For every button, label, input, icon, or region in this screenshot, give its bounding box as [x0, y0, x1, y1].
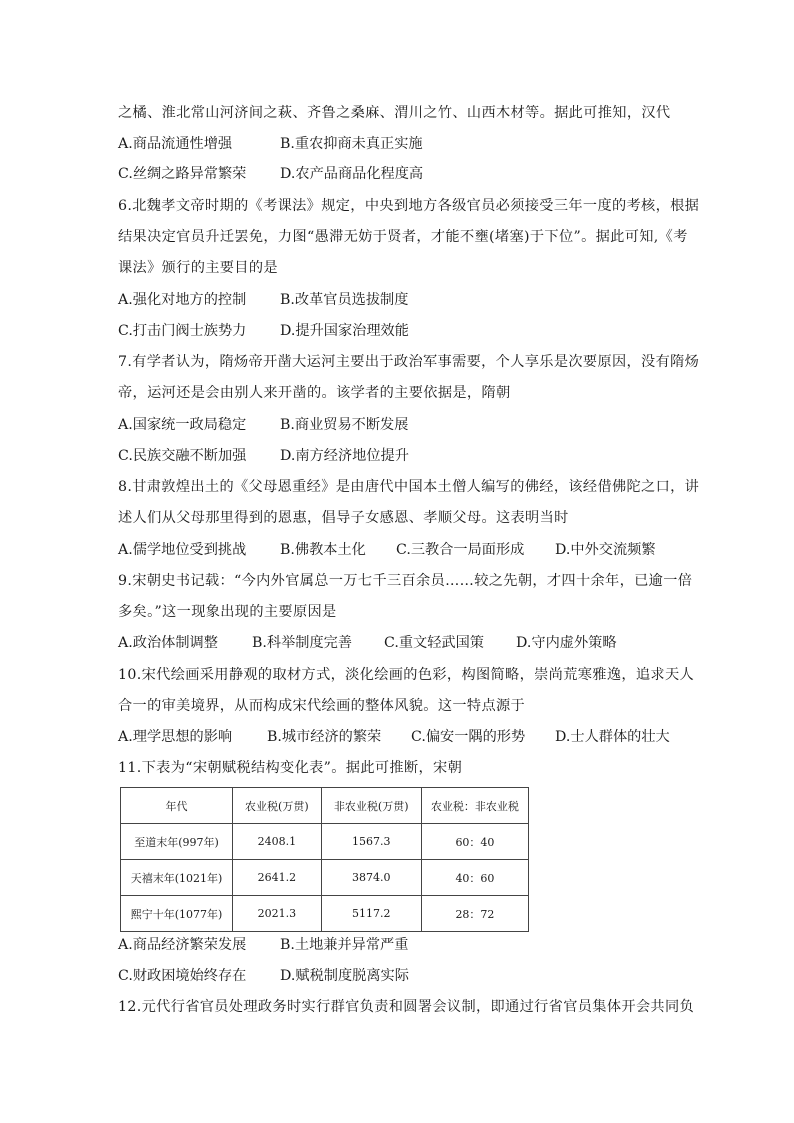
table-cell: 1567.3 [321, 824, 421, 860]
table-cell: 2021.3 [233, 896, 321, 932]
q6-option-d[interactable]: D.提升国家治理效能 [280, 323, 409, 339]
q6-stem-line3: 课法》颁行的主要目的是 [118, 260, 278, 276]
q6-option-c[interactable]: C.打击门阀士族势力 [118, 323, 247, 339]
q6-stem-line1: 6.北魏孝文帝时期的《考课法》规定，中央到地方各级官员必须接受三年一度的考核，根据 [118, 198, 700, 214]
q10-stem-line1: 10.宋代绘画采用静观的取材方式，淡化绘画的色彩，构图简略，崇尚荒寒雅逸，追求天人 [118, 667, 695, 683]
intro-line: 之橘、淮北常山河济间之萩、齐鲁之桑麻、渭川之竹、山西木材等。据此可推知，汉代 [118, 105, 671, 121]
q8-option-a[interactable]: A.儒学地位受到挑战 [118, 542, 247, 558]
table-cell: 至道末年(997年) [121, 824, 233, 860]
table-cell: 2408.1 [233, 824, 321, 860]
q9-option-b[interactable]: B.科举制度完善 [252, 635, 353, 651]
table-row [121, 896, 529, 932]
q5-option-a[interactable]: A.商品流通性增强 [118, 136, 233, 152]
table-header-cell: 非农业税(万贯) [321, 788, 421, 824]
q11-option-c[interactable]: C.财政困境始终存在 [118, 968, 247, 984]
q6-option-a[interactable]: A.强化对地方的控制 [118, 292, 247, 308]
q7-stem-line1: 7.有学者认为，隋炀帝开凿大运河主要出于政治军事需要，个人享乐是次要原因，没有隋炀 [118, 354, 700, 370]
q12-stem-line1: 12.元代行省官员处理政务时实行群官负责和圆署会议制，即通过行省官员集体开会共同负 [118, 999, 695, 1015]
table-cell: 60：40 [421, 824, 528, 860]
table-row [121, 860, 529, 896]
table-cell: 28：72 [421, 896, 528, 932]
q11-option-d[interactable]: D.赋税制度脱离实际 [280, 968, 409, 984]
q9-option-c[interactable]: C.重文轻武国策 [384, 635, 484, 651]
table-cell: 3874.0 [321, 860, 421, 896]
table-cell: 5117.2 [321, 896, 421, 932]
q7-option-a[interactable]: A.国家统一政局稳定 [118, 417, 247, 433]
table-row [121, 824, 529, 860]
q6-option-b[interactable]: B.改革官员选拔制度 [280, 292, 409, 308]
q7-stem-line2: 帝，运河还是会由别人来开凿的。该学者的主要依据是，隋朝 [118, 385, 511, 401]
q5-option-d[interactable]: D.农产品商品化程度高 [280, 166, 424, 182]
q5-option-b[interactable]: B.重农抑商未真正实施 [280, 136, 423, 152]
table-header-cell: 年代 [121, 788, 233, 824]
table-cell: 2641.2 [233, 860, 321, 896]
q11-option-b[interactable]: B.土地兼并异常严重 [280, 937, 409, 953]
q8-stem-line2: 述人们从父母那里得到的恩惠，倡导子女感恩、孝顺父母。这表明当时 [118, 510, 569, 526]
q7-option-c[interactable]: C.民族交融不断加强 [118, 448, 247, 464]
q9-stem-line1: 9.宋朝史书记载：“今内外官属总一万七千三百余员……较之先朝，才四十余年，已逾一倍 [118, 573, 693, 589]
q8-option-b[interactable]: B.佛教本土化 [280, 542, 366, 558]
q10-option-b[interactable]: B.城市经济的繁荣 [267, 729, 382, 745]
q7-option-b[interactable]: B.商业贸易不断发展 [280, 417, 409, 433]
table-cell: 40：60 [421, 860, 528, 896]
q9-option-a[interactable]: A.政治体制调整 [118, 635, 218, 651]
q9-option-d[interactable]: D.守内虚外策略 [516, 635, 617, 651]
table-header-cell: 农业税(万贯) [233, 788, 321, 824]
table-header-cell: 农业税：非农业税 [421, 788, 528, 824]
q10-stem-line2: 合一的审美境界，从而构成宋代绘画的整体风貌。这一特点源于 [118, 698, 526, 714]
q10-option-d[interactable]: D.士人群体的壮大 [555, 729, 670, 745]
q5-option-c[interactable]: C.丝绸之路异常繁荣 [118, 166, 247, 182]
q10-option-c[interactable]: C.偏安一隅的形势 [411, 729, 526, 745]
tax-structure-table [120, 787, 529, 932]
q7-option-d[interactable]: D.南方经济地位提升 [280, 448, 409, 464]
q8-stem-line1: 8.甘肃敦煌出土的《父母恩重经》是由唐代中国本土僧人编写的佛经，该经借佛陀之口，讲 [118, 479, 700, 495]
table-header-row [121, 788, 529, 824]
q9-stem-line2: 多矣。”这一现象出现的主要原因是 [118, 604, 337, 620]
q10-option-a[interactable]: A.理学思想的影响 [118, 729, 233, 745]
table-cell: 天禧末年(1021年) [121, 860, 233, 896]
q11-option-a[interactable]: A.商品经济繁荣发展 [118, 937, 247, 953]
q6-stem-line2: 结果决定官员升迁罢免，力图“愚滞无妨于贤者，才能不壅(堵塞)于下位”。据此可知,《考 [118, 229, 688, 245]
q8-option-c[interactable]: C.三教合一局面形成 [396, 542, 525, 558]
q11-stem-line1: 11.下表为“宋朝赋税结构变化表”。据此可推断，宋朝 [118, 760, 463, 776]
table-cell: 熙宁十年(1077年) [121, 896, 233, 932]
q8-option-d[interactable]: D.中外交流频繁 [555, 542, 656, 558]
